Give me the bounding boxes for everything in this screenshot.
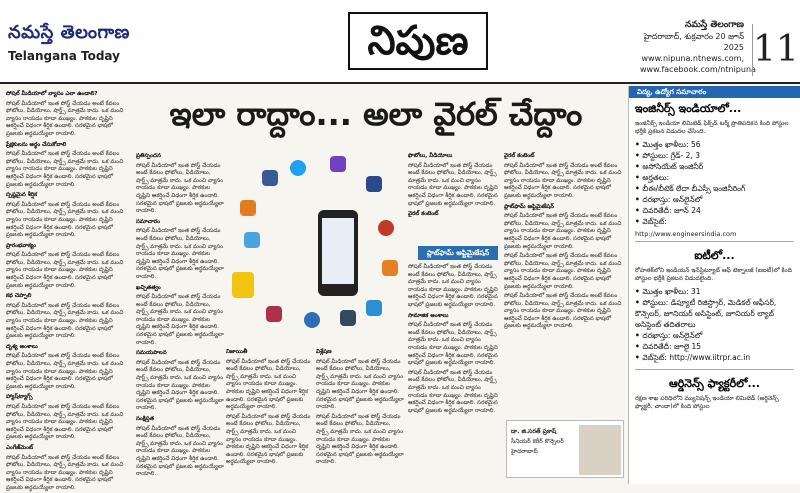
job1-item: • దరఖాస్తు: ఆన్‌లైన్‌లో bbox=[635, 194, 794, 205]
sidebar-divider bbox=[635, 369, 794, 370]
right-b-h1: వైరల్ కంటెంట్ bbox=[504, 153, 535, 159]
center-a-body: సోషల్ మీడియాలో ఇంత పోస్ట్ చేయడం అంటే కేవలం ఫోటోలు, వీడియోలు, షార్ట్స్ మాత్రమే కాదు. ఒక మంచి వ్యాసం రాయడం కూడా ముఖ్యం. పాఠకుల దృష్టిని ఆకర్షించే విధంగా శీర్షిక ఉండాలి. సరళమైన భాషలో ప్రజలకు అర్థమయ్యేలా రాయాలి. bbox=[226, 358, 311, 411]
author-city: హైదరాబాద్ bbox=[511, 448, 538, 455]
center-column-a bbox=[226, 346, 312, 478]
job1-website-link[interactable]: http://www.engineersindia.com bbox=[635, 230, 737, 238]
contact-icon bbox=[340, 310, 356, 326]
center-b-h: విశ్లేషణ bbox=[316, 349, 332, 355]
right-b-h2: ప్లాట్‌ఫామ్ ఆప్టిమైజేషన్ bbox=[504, 203, 554, 210]
right-body-3: సోషల్ మీడియాలో ఇంత పోస్ట్ చేయడం అంటే కేవలం ఫోటోలు, వీడియోలు, షార్ట్స్ మాత్రమే కాదు. ఒక మంచి వ్యాసం రాయడం కూడా ముఖ్యం. పాఠకుల దృష్టిని ఆకర్షించే విధంగా శీర్షిక ఉండాలి. సరళమైన భాషలో ప్రజలకు అర్థమయ్యేలా రాయాలి. bbox=[408, 322, 498, 367]
author-name: డా. జి.సరత్ ప్రకాష్ bbox=[511, 428, 557, 435]
job1-item: • పోస్టులు: గ్రేడ్- 2, 3 bbox=[635, 150, 794, 161]
section-logo-text: నిపుణ bbox=[367, 18, 469, 64]
job1-intro: ఇంజినీర్స్ ఇండియా లిమిటెడ్ ఫిక్స్‌డ్ టర్మ్ ప్రాతిపదికన కింది పోస్టుల భర్తీకి ప్రకటన విడుదల చేసింది. bbox=[635, 120, 789, 135]
center-column-b bbox=[316, 346, 404, 478]
right-column-b bbox=[504, 150, 622, 416]
left-column bbox=[6, 88, 130, 491]
center-a-body-2: సోషల్ మీడియాలో ఇంత పోస్ట్ చేయడం అంటే కేవలం ఫోటోలు, వీడియోలు, షార్ట్స్ మాత్రమే కాదు. ఒక మంచి వ్యాసం రాయడం కూడా ముఖ్యం. పాఠకుల దృష్టిని ఆకర్షించే విధంగా శీర్షిక ఉండాలి. సరళమైన భాషలో ప్రజలకు అర్థమయ్యేలా రాయాలి. bbox=[226, 413, 311, 466]
section-logo bbox=[348, 12, 488, 70]
url-nipuna[interactable]: www.nipuna.ntnews.com, bbox=[641, 54, 744, 63]
page-number: 11 bbox=[752, 24, 798, 76]
left-body-4: సోషల్ మీడియాలో ఇంత పోస్ట్ చేయడం అంటే కేవలం ఫోటోలు, వీడియోలు, షార్ట్స్ మాత్రమే కాదు. ఒక మంచి వ్యాసం రాయడం కూడా ముఖ్యం. పాఠకుల దృష్టిని ఆకర్షించే విధంగా శీర్షిక ఉండాలి. సరళమైన భాషలో ప్రజలకు అర్థమయ్యేలా రాయాలి. bbox=[6, 252, 124, 289]
author-photo bbox=[579, 425, 621, 475]
left-body-8: సోషల్ మీడియాలో ఇంత పోస్ట్ చేయడం అంటే కేవలం ఫోటోలు, వీడియోలు, షార్ట్స్ మాత్రమే కాదు. ఒక మంచి వ్యాసం రాయడం కూడా ముఖ్యం. పాఠకుల దృష్టిని ఆకర్షించే విధంగా శీర్షిక ఉండాలి. సరళమైన భాషలో ప్రజలకు అర్థమయ్యేలా రాయాలి. bbox=[6, 454, 124, 491]
mid-h5: సంక్షిప్తత bbox=[136, 416, 155, 422]
rss-icon bbox=[330, 156, 346, 172]
sister-paper: Telangana Today bbox=[8, 49, 120, 63]
mid-h3: ఖచ్చితత్వం bbox=[136, 284, 161, 291]
thumbs-up-icon bbox=[232, 272, 254, 298]
job1-title: ఇంజినీర్స్ ఇండియాలో... bbox=[635, 102, 742, 115]
left-body-2: సోషల్ మీడియాలో ఇంత పోస్ట్ చేయడం అంటే కేవలం ఫోటోలు, వీడియోలు, షార్ట్స్ మాత్రమే కాదు. ఒక మంచి వ్యాసం రాయడం కూడా ముఖ్యం. పాఠకుల దృష్టిని ఆకర్షించే విధంగా శీర్షిక ఉండాలి. సరళమైన భాషలో ప్రజలకు అర్థమయ్యేలా రాయాలి. bbox=[6, 151, 124, 188]
right-h4: సామాజిక అంశాలు bbox=[408, 312, 449, 319]
wifi-icon bbox=[382, 260, 398, 276]
right-b-body-2: సోషల్ మీడియాలో ఇంత పోస్ట్ చేయడం అంటే కేవలం ఫోటోలు, వీడియోలు, షార్ట్స్ మాత్రమే కాదు. ఒక మంచి వ్యాసం రాయడం కూడా ముఖ్యం. పాఠకుల దృష్టిని ఆకర్షించే విధంగా శీర్షిక ఉండాలి. సరళమైన భాషలో ప్రజలకు అర్థమయ్యేలా రాయాలి. bbox=[504, 213, 622, 250]
left-body-7: సోషల్ మీడియాలో ఇంత పోస్ట్ చేయడం అంటే కేవలం ఫోటోలు, వీడియోలు, షార్ట్స్ మాత్రమే కాదు. ఒక మంచి వ్యాసం రాయడం కూడా ముఖ్యం. పాఠకుల దృష్టిని ఆకర్షించే విధంగా శీర్షిక ఉండాలి. సరళమైన భాషలో ప్రజలకు అర్థమయ్యేలా రాయాలి. bbox=[6, 403, 124, 441]
mid-body-3: సోషల్ మీడియాలో ఇంత పోస్ట్ చేయడం అంటే కేవలం ఫోటోలు, వీడియోలు, షార్ట్స్ మాత్రమే కాదు. ఒక మంచి వ్యాసం రాయడం కూడా ముఖ్యం. పాఠకుల దృష్టిని ఆకర్షించే విధంగా శీర్షిక ఉండాలి. సరళమైన భాషలో ప్రజలకు అర్థమయ్యేలా రాయాలి. bbox=[136, 294, 224, 346]
mid-body-5: సోషల్ మీడియాలో ఇంత పోస్ట్ చేయడం అంటే కేవలం ఫోటోలు, వీడియోలు, షార్ట్స్ మాత్రమే కాదు. ఒక మంచి వ్యాసం రాయడం కూడా ముఖ్యం. పాఠకుల దృష్టిని ఆకర్షించే విధంగా శీర్షిక ఉండాలి. సరళమైన భాషలో ప్రజలకు అర్థమయ్యేలా రాయాలి. bbox=[136, 425, 224, 478]
jobs-sidebar bbox=[628, 86, 800, 484]
right-body-2: సోషల్ మీడియాలో ఇంత పోస్ట్ చేయడం అంటే కేవలం ఫోటోలు, వీడియోలు, షార్ట్స్ మాత్రమే కాదు. ఒక మంచి వ్యాసం రాయడం కూడా ముఖ్యం. పాఠకుల దృష్టిని ఆకర్షించే విధంగా శీర్షిక ఉండాలి. సరళమైన భాషలో ప్రజలకు అర్థమయ్యేలా రాయాలి. bbox=[408, 264, 498, 308]
left-q1: సోషల్ మీడియాలో వ్యాసం ఎలా ఉండాలి? bbox=[6, 91, 98, 97]
job2-list bbox=[629, 283, 800, 366]
left-h6: హ్యాష్‌ట్యాగ్స్ bbox=[6, 394, 33, 401]
right-body-1: సోషల్ మీడియాలో ఇంత పోస్ట్ చేయడం అంటే కేవలం ఫోటోలు, వీడియోలు, షార్ట్స్ మాత్రమే కాదు. ఒక మంచి వ్యాసం రాయడం కూడా ముఖ్యం. పాఠకుల దృష్టిని ఆకర్షించే విధంగా శీర్షిక ఉండాలి. సరళమైన భాషలో ప్రజలకు అర్థమయ్యేలా రాయాలి. bbox=[408, 162, 498, 207]
center-b-body: సోషల్ మీడియాలో ఇంత పోస్ట్ చేయడం అంటే కేవలం ఫోటోలు, వీడియోలు, షార్ట్స్ మాత్రమే కాదు. ఒక మంచి వ్యాసం రాయడం కూడా ముఖ్యం. పాఠకుల దృష్టిని ఆకర్షించే విధంగా శీర్షిక ఉండాలి. సరళమైన భాషలో ప్రజలకు అర్థమయ్యేలా రాయాలి. bbox=[316, 358, 404, 411]
right-h1: ఫొటోలు, వీడియోలు bbox=[408, 153, 453, 159]
author-role: సీనియర్ కెరీర్ కౌన్సెలర్ bbox=[511, 438, 564, 445]
mail-icon bbox=[366, 300, 382, 316]
job2-item: • పోస్టులు: డిప్యూటీ రిజిస్ట్రార్, మెడికల్ ఆఫీసర్, కౌన్సెలర్, జూనియర్ అసిస్టెంట్, జూనియర్ ల్యాబ్ అసిస్టెంట్ తదితరాలు bbox=[635, 297, 794, 330]
right-column-a-top bbox=[408, 150, 500, 244]
masthead bbox=[0, 0, 800, 84]
center-b-body-2: సోషల్ మీడియాలో ఇంత పోస్ట్ చేయడం అంటే కేవలం ఫోటోలు, వీడియోలు, షార్ట్స్ మాత్రమే కాదు. ఒక మంచి వ్యాసం రాయడం కూడా ముఖ్యం. పాఠకుల దృష్టిని ఆకర్షించే విధంగా శీర్షిక ఉండాలి. సరళమైన భాషలో ప్రజలకు అర్థమయ్యేలా రాయాలి. bbox=[316, 413, 404, 466]
center-a-h: నిజాయితీ bbox=[226, 349, 248, 355]
left-h7: ఎంగేజ్‌మెంట్ bbox=[6, 444, 34, 451]
people-icon bbox=[366, 176, 382, 192]
author-box bbox=[506, 420, 624, 478]
url-facebook[interactable]: www.facebook.com/ntnipuna bbox=[640, 65, 756, 74]
star-icon bbox=[266, 306, 282, 322]
mid-column bbox=[136, 150, 224, 478]
left-h3: ప్రారంభవాక్యం bbox=[6, 242, 37, 249]
right-b-body-1: సోషల్ మీడియాలో ఇంత పోస్ట్ చేయడం అంటే కేవలం ఫోటోలు, వీడియోలు, షార్ట్స్ మాత్రమే కాదు. ఒక మంచి వ్యాసం రాయడం కూడా ముఖ్యం. పాఠకుల దృష్టిని ఆకర్షించే విధంగా శీర్షిక ఉండాలి. సరళమైన భాషలో ప్రజలకు అర్థమయ్యేలా రాయాలి. bbox=[504, 162, 622, 199]
left-body-1: సోషల్ మీడియాలో ఇంత పోస్ట్ చేయడం అంటే కేవలం ఫోటోలు, వీడియోలు, షార్ట్స్ మాత్రమే కాదు. ఒక మంచి వ్యాసం రాయడం కూడా ముఖ్యం. పాఠకుల దృష్టిని ఆకర్షించే విధంగా శీర్షిక ఉండాలి. సరళమైన భాషలో ప్రజలకు అర్థమయ్యేలా రాయాలి. bbox=[6, 100, 124, 137]
mid-body-4: సోషల్ మీడియాలో ఇంత పోస్ట్ చేయడం అంటే కేవలం ఫోటోలు, వీడియోలు, షార్ట్స్ మాత్రమే కాదు. ఒక మంచి వ్యాసం రాయడం కూడా ముఖ్యం. పాఠకుల దృష్టిని ఆకర్షించే విధంగా శీర్షిక ఉండాలి. సరళమైన భాషలో ప్రజలకు అర్థమయ్యేలా రాయాలి. bbox=[136, 359, 224, 412]
job2-title: ఐటీలో... bbox=[694, 249, 735, 262]
platform-optimization-banner: ప్లాట్‌ఫామ్ ఆప్టిమైజేషన్ bbox=[418, 246, 498, 260]
left-h2: స్పష్టమైన శీర్షిక bbox=[6, 192, 38, 199]
job1-item: • చివరితేదీ: జూన్ 24 bbox=[635, 205, 794, 216]
right-body-4: సోషల్ మీడియాలో ఇంత పోస్ట్ చేయడం అంటే కేవలం ఫోటోలు, వీడియోలు, షార్ట్స్ మాత్రమే కాదు. ఒక మంచి వ్యాసం రాయడం కూడా ముఖ్యం. పాఠకుల దృష్టిని ఆకర్షించే విధంగా శీర్షిక ఉండాలి. సరళమైన భాషలో ప్రజలకు అర్థమయ్యేలా రాయాలి. bbox=[408, 369, 498, 414]
job2-item: • చివరితేదీ: జూలై 15 bbox=[635, 341, 794, 352]
sidebar-header-bar: విద్య, ఉద్యోగ సమాచారం bbox=[629, 86, 800, 98]
masthead-info bbox=[640, 20, 756, 75]
mid-body-1: సోషల్ మీడియాలో ఇంత పోస్ట్ చేయడం అంటే కేవలం ఫోటోలు, వీడియోలు, షార్ట్స్ మాత్రమే కాదు. ఒక మంచి వ్యాసం రాయడం కూడా ముఖ్యం. పాఠకుల దృష్టిని ఆకర్షించే విధంగా శీర్షిక ఉండాలి. సరళమైన భాషలో ప్రజలకు అర్థమయ్యేలా రాయాలి. bbox=[136, 162, 224, 215]
phone-screen bbox=[322, 218, 354, 284]
music-icon bbox=[240, 200, 256, 216]
job1-item: • అర్హతలు: bbox=[635, 172, 794, 183]
right-column-a bbox=[408, 264, 500, 478]
paper-brand bbox=[8, 22, 178, 63]
mid-h4: సమయపాలన bbox=[136, 350, 167, 357]
left-body-5: సోషల్ మీడియాలో ఇంత పోస్ట్ చేయడం అంటే కేవలం ఫోటోలు, వీడియోలు, షార్ట్స్ మాత్రమే కాదు. ఒక మంచి వ్యాసం రాయడం కూడా ముఖ్యం. పాఠకుల దృష్టిని ఆకర్షించే విధంగా శీర్షిక ఉండాలి. సరళమైన భాషలో ప్రజలకు అర్థమయ్యేలా రాయాలి. bbox=[6, 302, 124, 340]
left-body-3: సోషల్ మీడియాలో ఇంత పోస్ట్ చేయడం అంటే కేవలం ఫోటోలు, వీడియోలు, షార్ట్స్ మాత్రమే కాదు. ఒక మంచి వ్యాసం రాయడం కూడా ముఖ్యం. పాఠకుల దృష్టిని ఆకర్షించే విధంగా శీర్షిక ఉండాలి. సరళమైన భాషలో ప్రజలకు అర్థమయ్యేలా రాయాలి. bbox=[6, 201, 124, 239]
facebook-icon bbox=[262, 170, 278, 186]
location-pin-icon bbox=[304, 312, 320, 328]
article-headline: ఇలా రాద్దాం... అలా వైరల్ చేద్దాం bbox=[169, 95, 583, 133]
left-h4: కథ చెప్పాలి bbox=[6, 293, 32, 300]
right-b-body-3: సోషల్ మీడియాలో ఇంత పోస్ట్ చేయడం అంటే కేవలం ఫోటోలు, వీడియోలు, షార్ట్స్ మాత్రమే కాదు. ఒక మంచి వ్యాసం రాయడం కూడా ముఖ్యం. పాఠకుల దృష్టిని ఆకర్షించే విధంగా శీర్షిక ఉండాలి. సరళమైన భాషలో ప్రజలకు అర్థమయ్యేలా రాయాలి. bbox=[504, 253, 622, 290]
job2-item: • మొత్తం ఖాళీలు: 31 bbox=[635, 286, 794, 297]
job3-title: ఆర్డినెన్స్ ఫ్యాక్టరీలో... bbox=[668, 377, 760, 390]
right-b-body-4: సోషల్ మీడియాలో ఇంత పోస్ట్ చేయడం అంటే కేవలం ఫోటోలు, వీడియోలు, షార్ట్స్ మాత్రమే కాదు. ఒక మంచి వ్యాసం రాయడం కూడా ముఖ్యం. పాఠకుల దృష్టిని ఆకర్షించే విధంగా శీర్షిక ఉండాలి. సరళమైన భాషలో ప్రజలకు అర్థమయ్యేలా రాయాలి. bbox=[504, 293, 622, 330]
job1-item: • వెబ్‌సైట్: bbox=[635, 216, 794, 227]
mid-h2: సమాచారం bbox=[136, 218, 160, 225]
job2-item: • దరఖాస్తు: ఆన్‌లైన్‌లో bbox=[635, 330, 794, 341]
job1-list bbox=[629, 136, 800, 230]
paper-name: నమస్తే తెలంగాణ bbox=[8, 22, 130, 43]
right-h2: వైరల్ కంటెంట్ bbox=[408, 211, 439, 218]
sidebar-divider bbox=[635, 241, 794, 242]
dateline: హైదరాబాద్, శుక్రవారం 20 జూన్ 2025 bbox=[643, 32, 744, 52]
left-h5: దృశ్య అంశాలు bbox=[6, 343, 38, 350]
job1-item: • మొత్తం ఖాళీలు: 56 bbox=[635, 139, 794, 150]
left-h1: ప్రేక్షకులను అర్థం చేసుకోవాలి bbox=[6, 141, 67, 148]
job1-item: • బీఈ/బీటెక్ లేదా బీఎస్సీ ఇంజినీరింగ్ bbox=[635, 183, 794, 194]
job1-item: • అసోసియేట్ ఇంజినీర్ bbox=[635, 161, 794, 172]
twitter-icon bbox=[290, 160, 306, 176]
heart-icon bbox=[378, 220, 394, 236]
smartphone-icon bbox=[318, 210, 358, 296]
mid-h1: ప్రతిస్పందన bbox=[136, 153, 161, 159]
author-text bbox=[511, 427, 573, 457]
cloud-icon bbox=[244, 232, 260, 248]
job2-intro: రోహతక్‌లోని ఇండియన్ ఇన్‌స్టిట్యూట్ ఆఫ్ టెక్నాలజీ (ఐఐటీ)లో కింది పోస్టుల భర్తీకి ప్రకటన విడుదలైంది. bbox=[635, 267, 792, 282]
left-body-6: సోషల్ మీడియాలో ఇంత పోస్ట్ చేయడం అంటే కేవలం ఫోటోలు, వీడియోలు, షార్ట్స్ మాత్రమే కాదు. ఒక మంచి వ్యాసం రాయడం కూడా ముఖ్యం. పాఠకుల దృష్టిని ఆకర్షించే విధంగా శీర్షిక ఉండాలి. సరళమైన భాషలో ప్రజలకు అర్థమయ్యేలా రాయాలి. bbox=[6, 353, 124, 390]
job3-intro: రక్షణ శాఖ పరిధిలోని మ్యునిషన్స్ ఇండియా లిమిటెడ్ (అర్డినెన్స్ ఫ్యాక్టరీ, చాందా)లో కింది పోస్టుల bbox=[635, 395, 779, 410]
masthead-right-title: నమస్తే తెలంగాణ bbox=[685, 20, 744, 30]
job2-item: • వెబ్‌సైట్: http://www.iitrpr.ac.in bbox=[635, 352, 794, 363]
mid-body-2: సోషల్ మీడియాలో ఇంత పోస్ట్ చేయడం అంటే కేవలం ఫోటోలు, వీడియోలు, షార్ట్స్ మాత్రమే కాదు. ఒక మంచి వ్యాసం రాయడం కూడా ముఖ్యం. పాఠకుల దృష్టిని ఆకర్షించే విధంగా శీర్షిక ఉండాలి. సరళమైన భాషలో ప్రజలకు అర్థమయ్యేలా రాయాలి. bbox=[136, 228, 224, 280]
